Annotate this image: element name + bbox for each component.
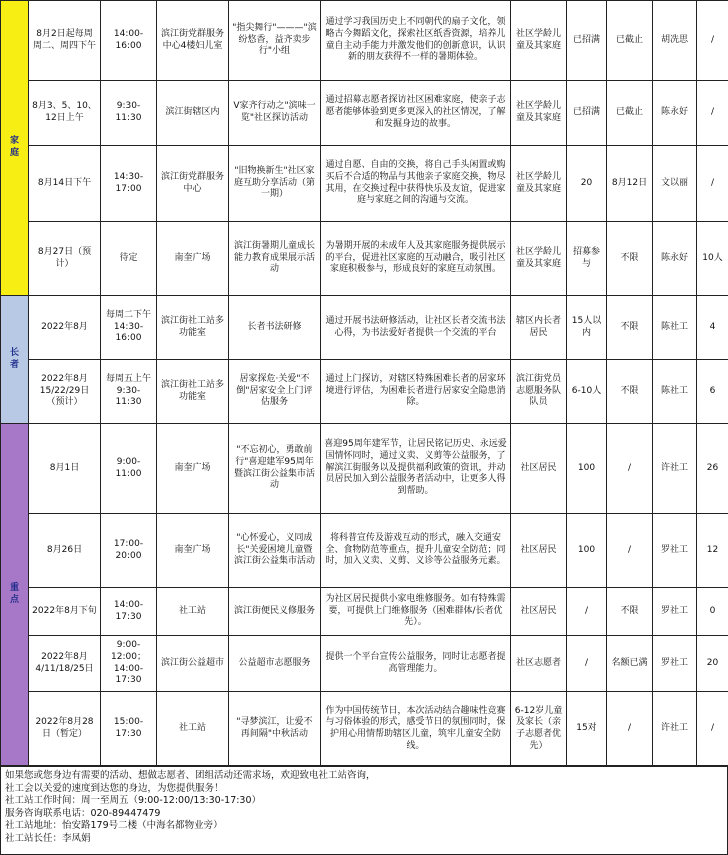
activity-staff: 罗社工 [653,514,697,588]
activity-quota: 已招满 [567,81,607,146]
footer-invite-text: 如果您或您身边有需要的活动、想做志愿者、团组活动还需求场，欢迎致电社工站咨询， [5,770,376,781]
activity-time: 8月27日（预计） [29,222,101,296]
activity-quota: 15人以内 [567,296,607,360]
activity-place: 滨江街辖区内 [157,81,229,146]
activity-deadline: 名额已满 [607,636,653,692]
activity-name: V家齐行动之"滨味一览"社区探访活动 [229,81,321,146]
table-row [1,296,728,360]
activity-time: 8月2日起每周周二、周四下午 [29,1,101,81]
activity-description: 为社区居民提供小家电维修服务。如有特殊需要，可提供上门维修服务（困难群体/长者优先）。 [321,588,511,636]
activity-count: 4 [697,296,728,360]
footer-address: 社工站地址：怡安路179号二楼（中海名都物业旁） [5,820,223,832]
activity-description: 作为中国传统节日，本次活动结合趣味性竞赛与习俗体验的形式，感受节日的氛围同时，保护用心用情帮助辖区儿童，筑牢儿童安全防线。 [321,692,511,767]
activity-description: 提供一个平台宣传公益服务，同时让志愿者提高管理能力。 [321,636,511,692]
activity-hours: 每周五上午9:30-11:30 [101,360,157,424]
activity-description: 通过学习我国历史上不同朝代的扇子文化，领略古今舞蹈文化，探索社区纸香资源，培养儿童自主动手能力并激发他们的创新意识，认识新的朋友获得不一样的暑期体验。 [321,1,511,81]
activity-description: 喜迎95周年建军节，让居民铭记历史、永远爱国情怀同时，通过义卖、义剪等公益服务，了解滨江街服务以及提供福利政策的资讯，并动员居民加入到公益服务者活动中，让更多人得到帮助。 [321,424,511,514]
activity-deadline: / [607,692,653,767]
activity-count: / [697,146,728,222]
activity-count: 12 [697,514,728,588]
activity-description: 通过招募志愿者探访社区困难家庭，使亲子志愿者能够体验到更多更深入的社区情况，了解和发掘身边的故事。 [321,81,511,146]
activity-count: / [697,692,728,767]
activity-hours: 14:00-17:30 [101,588,157,636]
activity-quota: 20 [567,146,607,222]
category-elder: 长 者 [1,296,29,424]
activity-deadline: / [607,424,653,514]
activity-name: 长者书法研修 [229,296,321,360]
activity-place: 南奎广场 [157,222,229,296]
activity-target: 社区学龄儿童及其家庭 [511,222,567,296]
activity-quota: 6-10人 [567,360,607,424]
activity-quota: 100 [567,424,607,514]
activity-target: 滨江街党员志愿服务队队员 [511,360,567,424]
activity-count: 10人 [697,222,728,296]
activity-hours: 15:00-17:30 [101,692,157,767]
activity-deadline: / [607,514,653,588]
activity-deadline: 已截止 [607,81,653,146]
activity-count: 6 [697,360,728,424]
activity-hours: 9:00-12:00；14:00-17:30 [101,636,157,692]
activity-quota: / [567,636,607,692]
activity-time: 2022年8月28日（暂定） [29,692,101,767]
activity-deadline: 不限 [607,588,653,636]
table-row [1,514,728,588]
activity-time: 8月26日 [29,514,101,588]
table-row [1,81,728,146]
activity-place: 滨江街公益超市 [157,636,229,692]
activity-deadline: 已截止 [607,1,653,81]
activity-target: 社区学龄儿童及其家庭 [511,1,567,81]
table-row [1,588,728,636]
activity-hours: 待定 [101,222,157,296]
activity-target: 社区居民 [511,514,567,588]
activity-name: "旧物换新生"社区家庭互助分享活动（第一期） [229,146,321,222]
footer-phone: 服务咨询联系电话：020-89447479 [5,807,161,819]
activity-hours: 14:30-17:00 [101,146,157,222]
activity-target: 6-12岁儿童及家长（亲子志愿者优先） [511,692,567,767]
activity-name: 滨江街便民义修服务 [229,588,321,636]
activity-time: 8月14日下午 [29,146,101,222]
contact-footer [0,765,728,855]
activity-staff: 陈永好 [653,222,697,296]
activity-description: 通过自愿、自由的交换，将自己手头闲置或购买后不合适的物品与其他亲子家庭交换，物尽其用，在交换过程中获得快乐及友谊，促进家庭与家庭之间的沟通与交流。 [321,146,511,222]
category-key: 重 点 [1,424,29,767]
activity-name: "指尖舞行"———"滨纷悠香，益齐卖步行"小组 [229,1,321,81]
activity-description: 为暑期开展的未成年人及其家庭服务提供展示的平台，促进社区家庭的互动融合，吸引社区家庭积极参与，形成良好的家庭互动氛围。 [321,222,511,296]
activity-staff: 文以丽 [653,146,697,222]
activity-place: 滨江街党群服务中心 [157,146,229,222]
table-row [1,692,728,767]
table-row [1,222,728,296]
activity-deadline: 8月12日 [607,146,653,222]
activity-staff: 胡冼思 [653,1,697,81]
activity-quota: 已招满 [567,1,607,81]
activity-name: "寻梦滨江，让爱不再间隔"中秋活动 [229,692,321,767]
activity-time: 2022年8月下旬 [29,588,101,636]
activity-name: "不忘初心，勇敢前行"喜迎建军95周年暨滨江街公益集市活动 [229,424,321,514]
activity-name: 居家探危·关爱"不倒"居家安全上门评估服务 [229,360,321,424]
activity-name: "心怀爱心，义同成长"关爱困境儿童暨滨江街公益集市活动 [229,514,321,588]
activity-place: 南奎广场 [157,424,229,514]
table-row [1,1,728,81]
activity-target: 辖区内长者居民 [511,296,567,360]
activity-description: 通过开展书法研修活动，让社区长者交流书法心得，为书法爱好者提供一个交流的平台 [321,296,511,360]
table-row [1,360,728,424]
activity-count: 0 [697,588,728,636]
activity-place: 滨江街社工站多功能室 [157,296,229,360]
activity-count: 26 [697,424,728,514]
activity-hours: 14:00-16:00 [101,1,157,81]
activity-time: 2022年8月4/11/18/25日 [29,636,101,692]
activity-time: 8月3、5、10、12日上午 [29,81,101,146]
activity-staff: 陈社工 [653,360,697,424]
activity-quota: 100 [567,514,607,588]
activity-place: 滨江街社工站多功能室 [157,360,229,424]
activity-target: 社区学龄儿童及其家庭 [511,146,567,222]
activity-description: 将科普宣传及游戏互动的形式，融入交通安全、食物防范等重点，提升儿童安全防范；同时，加入义卖、义剪、义诊等公益服务元素。 [321,514,511,588]
footer-working-hours: 社工站工作时间：周一至周五（9:00-12:00/13:30-17:30） [5,795,262,807]
activity-target: 社区志愿者 [511,636,567,692]
activity-name: 滨江街暑期儿童成长能力教育成果展示活动 [229,222,321,296]
category-family: 家 庭 [1,1,29,296]
activity-hours: 每周二下午14:30-16:00 [101,296,157,360]
activity-deadline: 不限 [607,360,653,424]
activity-place: 社工站 [157,588,229,636]
activity-deadline: 不限 [607,296,653,360]
activity-count: / [697,1,728,81]
activity-description: 通过上门探访，对辖区特殊困难长者的居家环境进行评估，为困难长者进行居家安全隐患消除。 [321,360,511,424]
table-row [1,146,728,222]
footer-director: 社工站长任：李凤娟 [5,832,91,844]
activity-hours: 9:00-11:00 [101,424,157,514]
table-row [1,636,728,692]
table-row [1,424,728,514]
activity-place: 南奎广场 [157,514,229,588]
activity-deadline: 不限 [607,222,653,296]
footer-service-text: 社工会以关爱的速度到达您的身边，为您提供服务！ [5,782,224,794]
activity-time: 2022年8月15/22/29日（预计） [29,360,101,424]
activity-staff: 罗社工 [653,588,697,636]
activity-staff: 罗社工 [653,636,697,692]
activity-name: 公益超市志愿服务 [229,636,321,692]
activity-count: / [697,81,728,146]
activity-staff: 许社工 [653,692,697,767]
activity-hours: 9:30-11:30 [101,81,157,146]
activity-quota: / [567,588,607,636]
activity-staff: 许社工 [653,424,697,514]
activity-time: 8月1日 [29,424,101,514]
activity-quota: 招募参与 [567,222,607,296]
activity-target: 社区居民 [511,424,567,514]
activity-staff: 陈永好 [653,81,697,146]
activity-target: 社区学龄儿童及其家庭 [511,81,567,146]
activity-target: 社区居民 [511,588,567,636]
activity-place: 社工站 [157,692,229,767]
activity-count: 20 [697,636,728,692]
activity-hours: 17:00-20:00 [101,514,157,588]
activity-quota: 15对 [567,692,607,767]
activity-time: 2022年8月 [29,296,101,360]
activity-place: 滨江街党群服务中心4楼妇儿室 [157,1,229,81]
activity-staff: 陈社工 [653,296,697,360]
